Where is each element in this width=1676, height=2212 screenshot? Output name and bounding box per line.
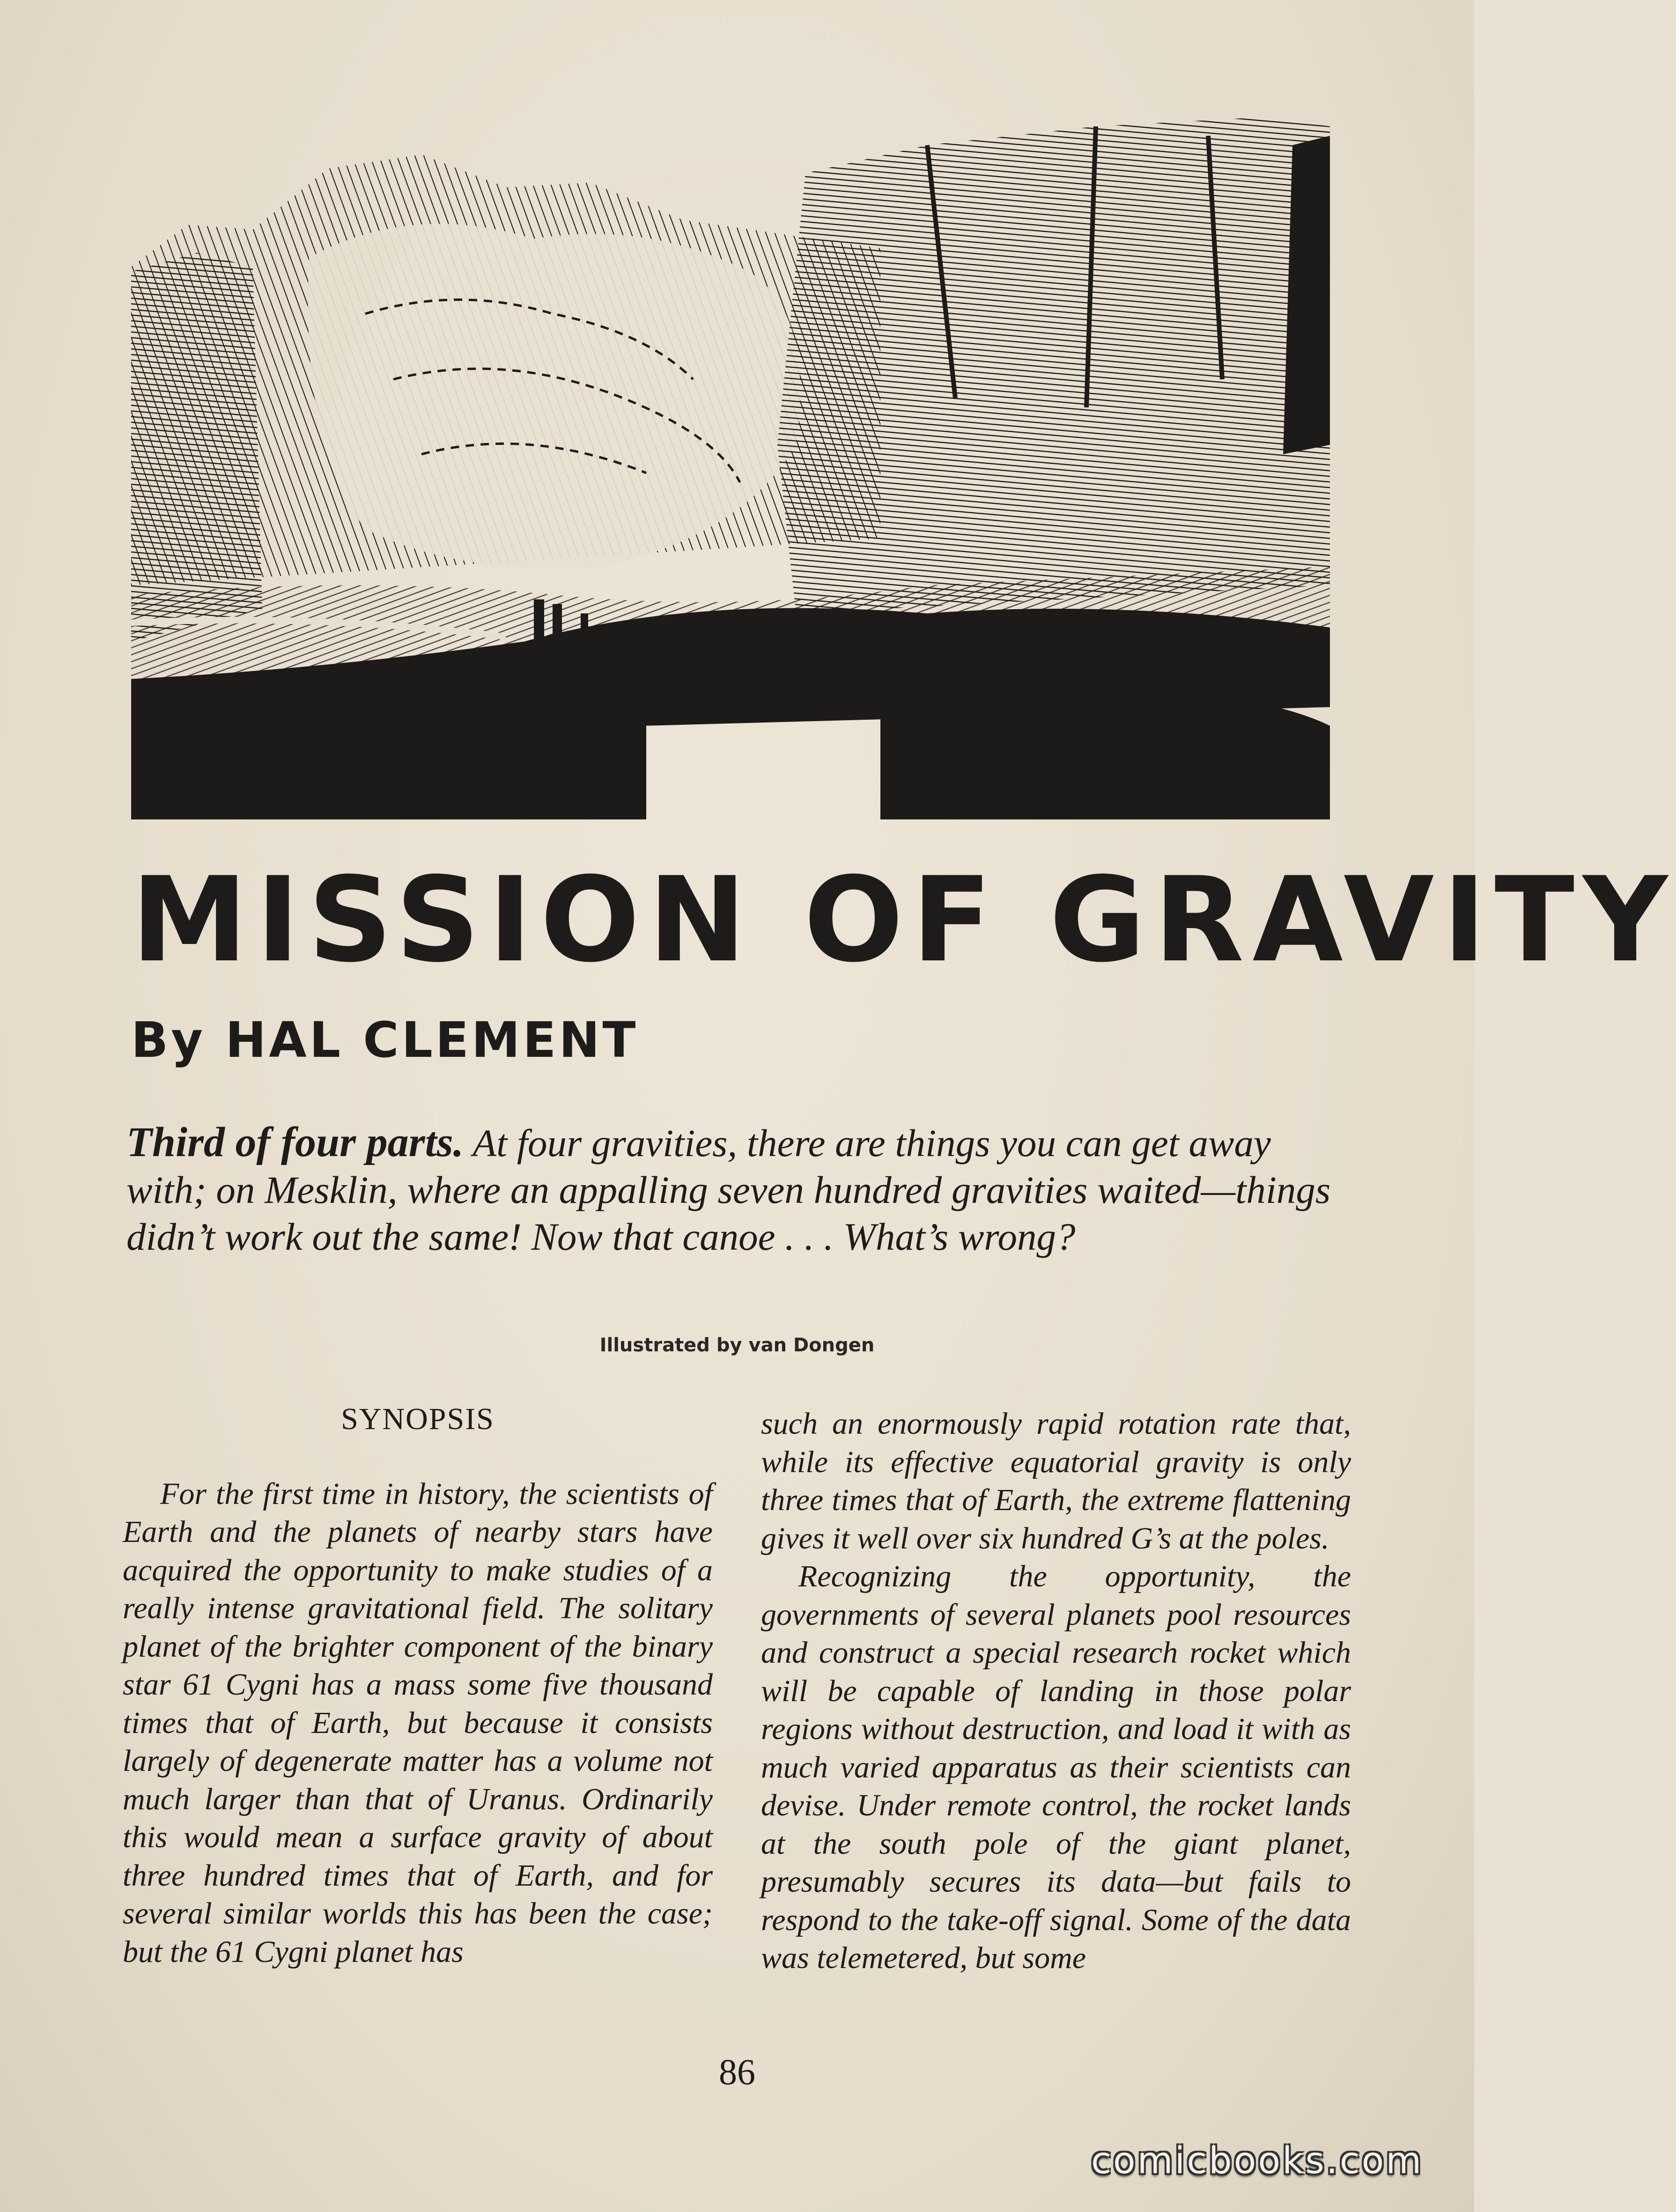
page-number: 86 <box>719 2051 755 2092</box>
synopsis-heading: SYNOPSIS <box>341 1402 495 1436</box>
site-watermark: comicbooks.com <box>1091 2140 1424 2182</box>
blurb-lead: Third of four parts. <box>126 1119 464 1165</box>
author-byline: By HAL CLEMENT <box>131 1011 639 1069</box>
synopsis-paragraph: Recognizing the opportunity, the governments of several planets pool resources and construct a special research rocket which will be capable of landing in those polar regions without destruction, and load it with as much varied apparatus as their scientists can devise. Under remote control, the rocket lands at the south pole of the giant planet, presumably secures its data—but fails to respond to the take-off signal. Some of the data was telemetered, but some <box>761 1559 1351 1975</box>
story-blurb <box>126 1119 1358 1260</box>
canyon-illustration <box>131 117 1330 819</box>
illustration-drawing <box>131 117 1330 819</box>
story-title: MISSION OF GRAVITY <box>131 852 1676 988</box>
blurb-text: At four gravities, there are things you can get away with; on Mesklin, where an appalling seven hundred gravities waited—things didn’t work out the same! Now that canoe . . . What’s wrong? <box>126 1121 1331 1258</box>
column-right <box>761 1405 1351 1977</box>
synopsis-paragraph: such an enormously rapid rotation rate that, while its effective equatorial gravity is only three times that of Earth, the extreme flattening gives it well over six hundred G’s at the poles. <box>761 1407 1351 1556</box>
synopsis-paragraph: For the first time in history, the scientists of Earth and the planets of nearby stars have acquired the opportunity to make studies of a really intense gravitational field. The solitary planet of the brighter component of the binary star 61 Cygni has a mass some five thousand times that of Earth, but because it consists largely of degenerate matter has a volume not much larger than that of Uranus. Ordinarily this would mean a surface gravity of about three hundred times that of Earth, and for several similar worlds this has been the case; but the 61 Cygni planet has <box>123 1476 713 1969</box>
column-left <box>123 1400 713 1971</box>
illustrator-credit: Illustrated by van Dongen <box>599 1335 875 1356</box>
